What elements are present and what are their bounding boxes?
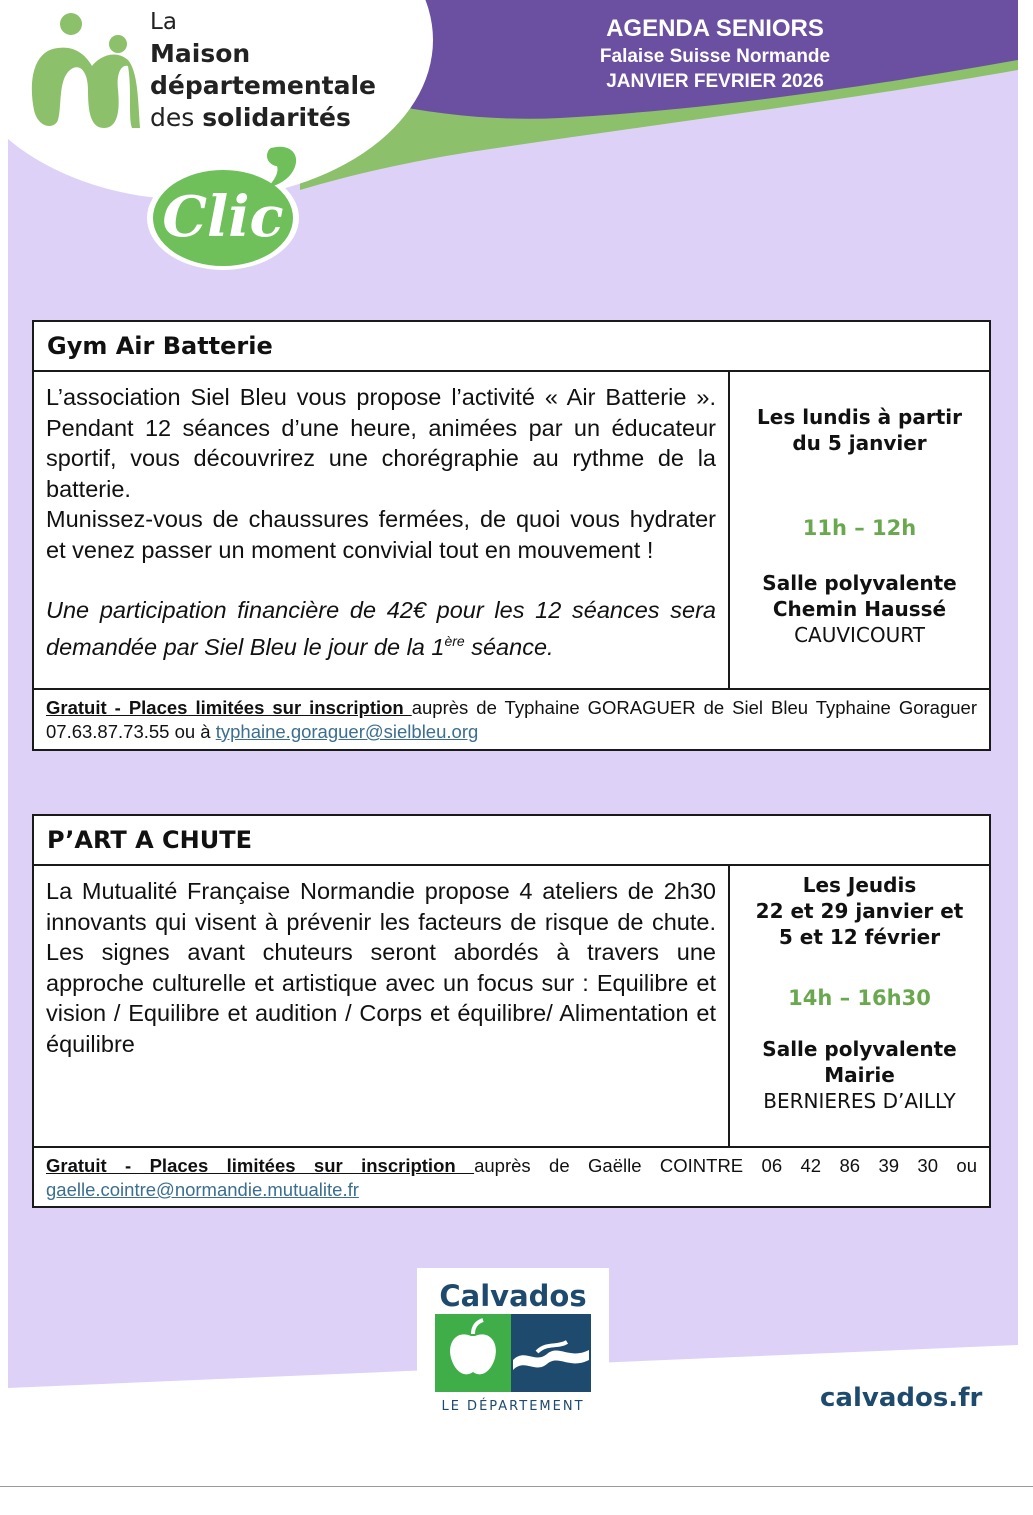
event-registration: Gratuit - Places limitées sur inscription auprès de Typhaine GORAGUER de Siel Bleu Typhaine Goraguer 07.63.87.73.55 ou à typhaine.goraguer@sielbleu.org: [46, 697, 977, 742]
agenda-header: [520, 14, 910, 94]
agenda-period: JANVIER FEVRIER 2026: [606, 71, 824, 92]
bottom-divider: [0, 1486, 1033, 1487]
agenda-subtitle: Falaise Suisse Normande: [599, 46, 831, 67]
event-time: 11h – 12h: [802, 516, 917, 540]
event-body: [34, 866, 989, 1148]
agenda-title: AGENDA SENIORS: [606, 15, 824, 42]
apple-icon: [450, 1334, 496, 1374]
registration-condition: Gratuit - Places limitées sur inscription: [46, 1155, 475, 1176]
calvados-brand: Calvados: [439, 1279, 587, 1313]
clic-logo: [143, 140, 313, 275]
event-card-part-a-chute: [32, 814, 991, 1208]
calvados-department-logo: [417, 1268, 609, 1418]
calvados-url[interactable]: calvados.fr: [820, 1383, 983, 1413]
event-schedule: [730, 866, 989, 1146]
event-dates: Les lundis à partir du 5 janvier: [757, 405, 962, 455]
org-name: [150, 6, 376, 134]
email-link[interactable]: gaelle.cointre@normandie.mutualite.fr: [46, 1179, 359, 1200]
org-name-line2: Maison: [150, 39, 251, 68]
event-description-p3: Une participation financière de 42€ pour les 12 séances sera demandée par Siel Bleu le jour de la 1ère séance.: [46, 597, 716, 660]
clic-logo-text: Clic: [162, 184, 284, 250]
event-title: P’ART A CHUTE: [34, 816, 989, 866]
registration-condition: Gratuit - Places limitées sur inscription: [46, 697, 412, 718]
calvados-tagline: LE DÉPARTEMENT: [441, 1399, 585, 1414]
event-description: [34, 372, 730, 688]
event-description-p2: Munissez-vous de chaussures fermées, de quoi vous hydrater et venez passer un moment convivial tout en mouvement !: [46, 506, 716, 563]
event-location: Salle polyvalente Mairie BERNIERES D’AILLY: [762, 1037, 957, 1113]
org-name-line1: La: [150, 9, 177, 35]
event-registration: Gratuit - Places limitées sur inscription auprès de Gaëlle COINTRE 06 42 86 39 30 ou gaelle.cointre@normandie.mutualite.fr: [46, 1155, 977, 1200]
org-name-line4: des solidarités: [150, 103, 351, 132]
event-title: Gym Air Batterie: [34, 322, 989, 372]
event-body: [34, 372, 989, 690]
event-time: 14h – 16h30: [788, 986, 931, 1010]
event-dates: Les Jeudis 22 et 29 janvier et 5 et 12 février: [755, 873, 964, 949]
event-description-p1: L’association Siel Bleu vous propose l’activité « Air Batterie ». Pendant 12 séances d’une heure, animées par un éducateur sportif, vous découvrirez une chorégraphie au rythme de la batterie.: [46, 384, 716, 502]
event-description-p1: La Mutualité Française Normandie propose 4 ateliers de 2h30 innovants qui visent à prévenir les facteurs de risque de chute. Les signes avant chuteurs seront abordés à travers une approche culturelle et artistique avec un focus sur : Equilibre et vision / Equilibre et audition / Corps et équilibre/ Alimentation et équilibre: [46, 878, 716, 1057]
event-schedule: [730, 372, 989, 688]
email-link[interactable]: typhaine.goraguer@sielbleu.org: [215, 721, 479, 742]
org-name-line3: départementale: [150, 71, 377, 100]
event-location: Salle polyvalente Chemin Haussé CAUVICOURT: [762, 571, 957, 647]
event-card-gym-air-batterie: [32, 320, 991, 751]
event-description: [34, 866, 730, 1146]
